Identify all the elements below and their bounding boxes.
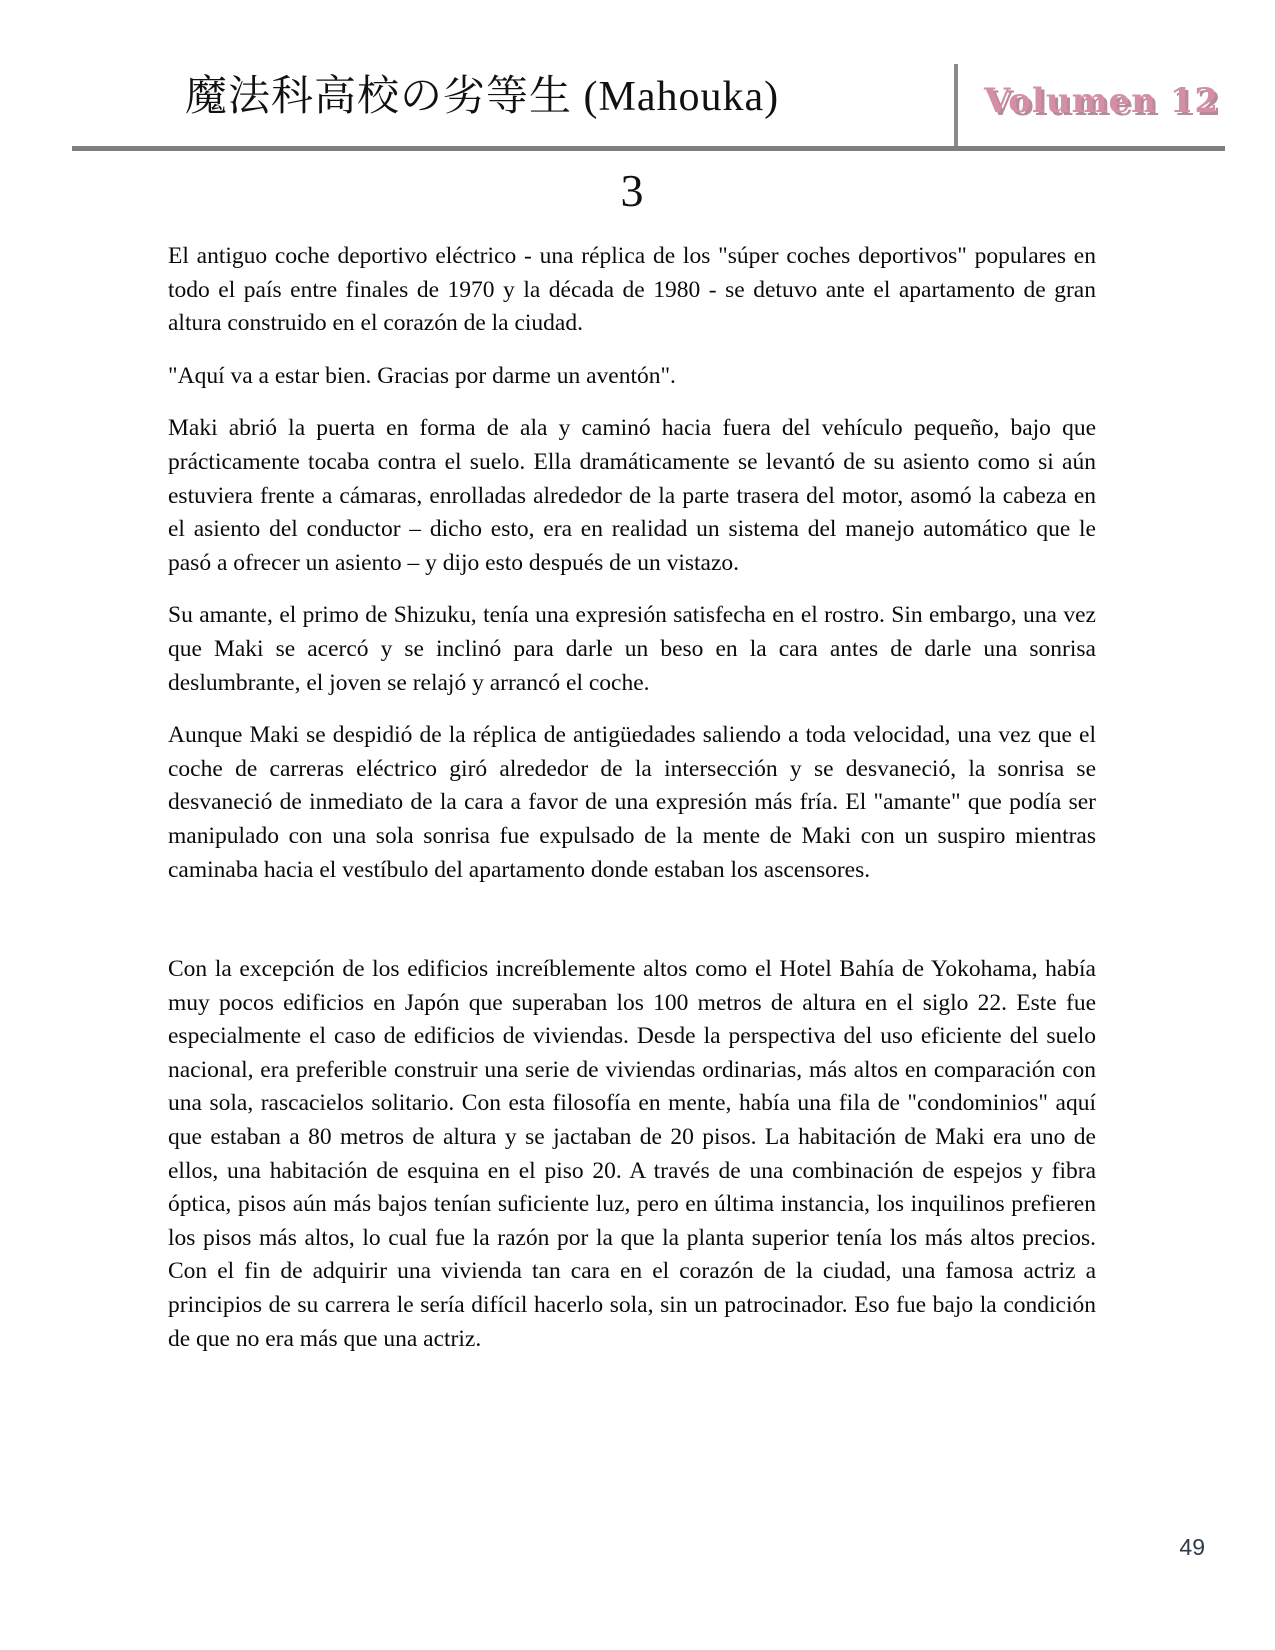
paragraph: El antiguo coche deportivo eléctrico - una réplica de los "súper coches deportivos" populares en todo el país entre finales de 1970 y la década de 1980 - se detuvo ante el apartamento de gran altura construido en el corazón de la ciudad. <box>168 243 1096 337</box>
page-number: 49 <box>1179 1534 1205 1560</box>
header-rule <box>72 146 1225 151</box>
paragraph: "Aquí va a estar bien. Gracias por darme un aventón". <box>168 362 676 389</box>
header-vertical-divider <box>954 64 958 150</box>
page-body <box>168 152 1096 1375</box>
body-text <box>168 240 1096 1356</box>
chapter-number: 3 <box>620 165 644 216</box>
paragraph: Con la excepción de los edificios increíblemente altos como el Hotel Bahía de Yokohama, había muy pocos edificios en Japón que superaban los 100 metros de altura en el siglo 22. Este fue especialmente el caso de edificios de viviendas. Desde la perspectiva del uso eficiente del suelo nacional, era preferible construir una serie de viviendas ordinarias, más altos en comparación con una sola, rascacielos solitario. Con esta filosofía en mente, había una fila de "condominios" aquí que estaban a 80 metros de altura y se jactaban de 20 pisos. La habitación de Maki era uno de ellos, una habitación de esquina en el piso 20. A través de una combinación de espejos y fibra óptica, pisos aún más bajos tenían suficiente luz, pero en última instancia, los inquilinos prefieren los pisos más altos, lo cual fue la razón por la que la planta superior tenía los más altos precios. Con el fin de adquirir una vivienda tan cara en el corazón de la ciudad, una famosa actriz a principios de su carrera le sería difícil hacerlo sola, sin un patrocinador. Eso fue bajo la condición de que no era más que una actriz. <box>168 956 1096 1352</box>
paragraph: Su amante, el primo de Shizuku, tenía una expresión satisfecha en el rostro. Sin embargo, una vez que Maki se acercó y se inclinó para darle un beso en la cara antes de darle una sonrisa deslumbrante, el joven se relajó y arrancó el coche. <box>168 602 1096 696</box>
volume-label: Volumen 12 <box>984 81 1220 121</box>
page-header <box>0 0 1275 152</box>
paragraph: Aunque Maki se despidió de la réplica de antigüedades saliendo a toda velocidad, una vez que el coche de carreras eléctrico giró alrededor de la intersección y se desvaneció, la sonrisa se desvaneció de inmediato de la cara a favor de una expresión más fría. El "amante" que podía ser manipulado con una sola sonrisa fue expulsado de la mente de Maki con un suspiro mientras caminaba hacia el vestíbulo del apartamento donde estaban los ascensores. <box>168 722 1096 883</box>
paragraph: Maki abrió la puerta en forma de ala y caminó hacia fuera del vehículo pequeño, bajo que prácticamente tocaba contra el suelo. Ella dramáticamente se levantó de su asiento como si aún estuviera frente a cámaras, enrolladas alrededor de la parte trasera del motor, asomó la cabeza en el asiento del conductor – dicho esto, era en realidad un sistema del manejo automático que le pasó a ofrecer un asiento – y dijo esto después de un vistazo. <box>168 415 1096 576</box>
book-title: 魔法科高校の劣等生 (Mahouka) <box>185 74 780 120</box>
